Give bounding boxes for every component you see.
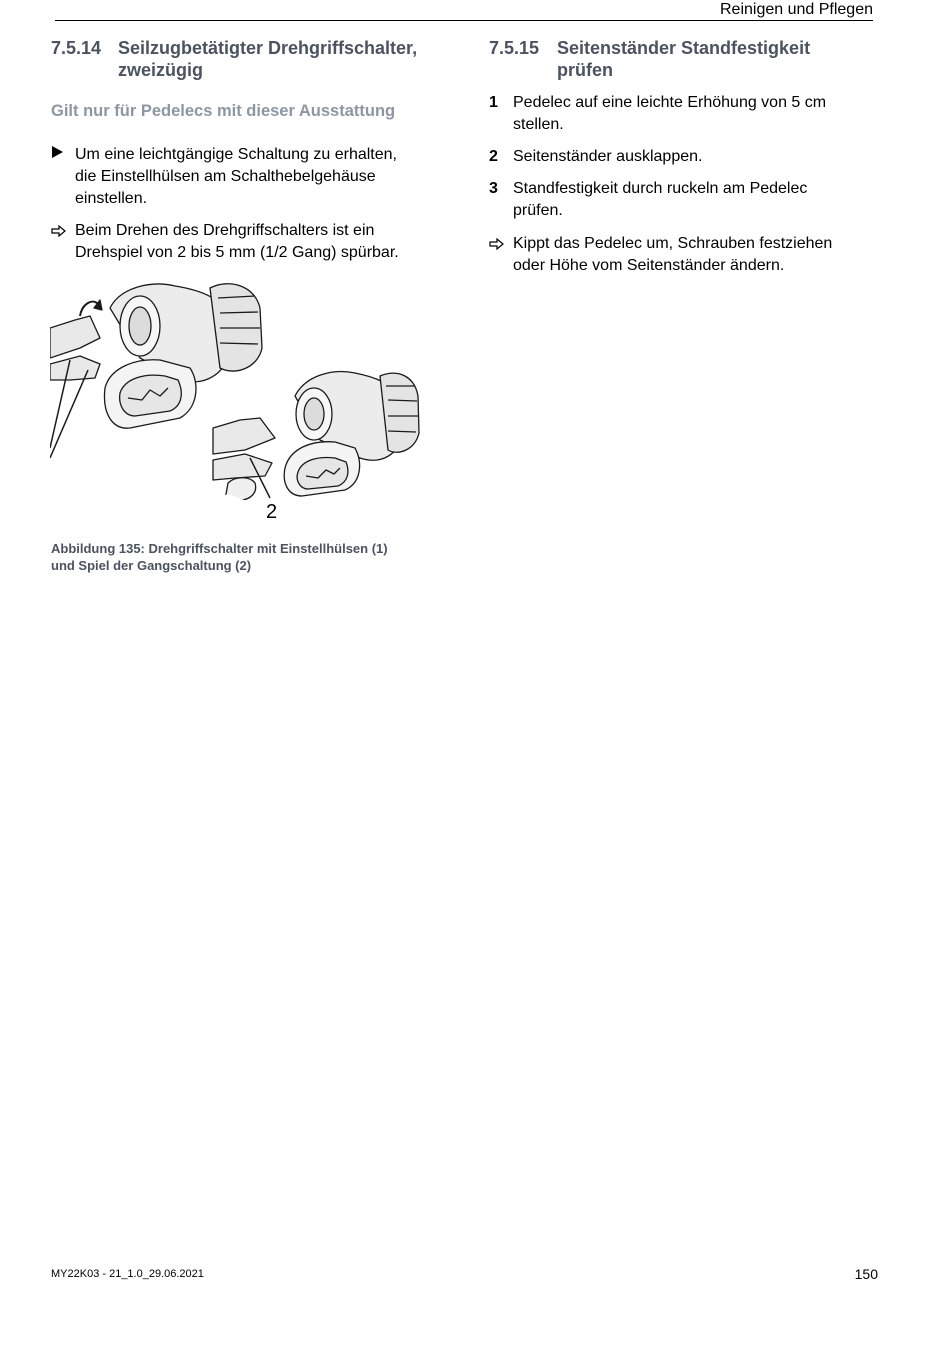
figure-twist-grip-shifter bbox=[50, 268, 430, 530]
step-number: 2 bbox=[489, 148, 498, 165]
step-text bbox=[513, 178, 807, 222]
result-text bbox=[513, 233, 832, 277]
result-line: Beim Drehen des Drehgriffschalters ist ein bbox=[75, 222, 375, 239]
section-title-7-5-14 bbox=[51, 37, 451, 83]
outline-arrow-right-icon bbox=[51, 222, 67, 244]
instruction-line: Um eine leichtgängige Schaltung zu erhalten, bbox=[75, 146, 397, 163]
section-title-line1: Seitenständer Standfestigkeit bbox=[557, 38, 811, 58]
applicability-subheading: Gilt nur für Pedelecs mit dieser Ausstattung bbox=[51, 102, 396, 120]
triangle-right-icon bbox=[51, 144, 64, 166]
step-line: stellen. bbox=[513, 116, 564, 133]
result-text bbox=[75, 220, 399, 264]
header-rule bbox=[55, 20, 873, 21]
caption-line: Abbildung 135: Drehgriffschalter mit Einstellhülsen (1) bbox=[51, 541, 388, 556]
step-text bbox=[513, 92, 826, 136]
page-number: 150 bbox=[854, 1266, 878, 1282]
document-id: MY22K03 - 21_1.0_29.06.2021 bbox=[51, 1268, 204, 1280]
result-line: Kippt das Pedelec um, Schrauben festziehen bbox=[513, 235, 833, 252]
result-line: oder Höhe vom Seitenständer ändern. bbox=[513, 257, 785, 274]
running-header: Reinigen und Pflegen bbox=[719, 1, 873, 18]
section-number: 7.5.14 bbox=[51, 38, 102, 58]
step-line: Seitenständer ausklappen. bbox=[513, 148, 703, 165]
step-line: Pedelec auf eine leichte Erhöhung von 5 cm bbox=[513, 94, 827, 111]
section-title-line2: prüfen bbox=[557, 60, 613, 80]
step-line: Standfestigkeit durch ruckeln am Pedelec bbox=[513, 180, 808, 197]
figure-label-2: 2 bbox=[266, 501, 278, 523]
result-line: Drehspiel von 2 bis 5 mm (1/2 Gang) spürbar. bbox=[75, 244, 399, 261]
outline-arrow-right-icon bbox=[489, 235, 505, 257]
section-title-line2: zweizügig bbox=[118, 60, 203, 80]
instruction-line: einstellen. bbox=[75, 190, 148, 207]
caption-line: und Spiel der Gangschaltung (2) bbox=[51, 558, 252, 573]
section-title-7-5-15 bbox=[489, 37, 889, 83]
instruction-line: die Einstellhülsen am Schalthebelgehäuse bbox=[75, 168, 376, 185]
instruction-text bbox=[75, 144, 397, 210]
step-number: 1 bbox=[489, 94, 498, 111]
section-title-line1: Seilzugbetätigter Drehgriffschalter, bbox=[118, 38, 418, 58]
step-text bbox=[513, 146, 702, 168]
step-line: prüfen. bbox=[513, 202, 563, 219]
section-number: 7.5.15 bbox=[489, 38, 540, 58]
step-number: 3 bbox=[489, 180, 498, 197]
figure-caption bbox=[51, 540, 441, 574]
